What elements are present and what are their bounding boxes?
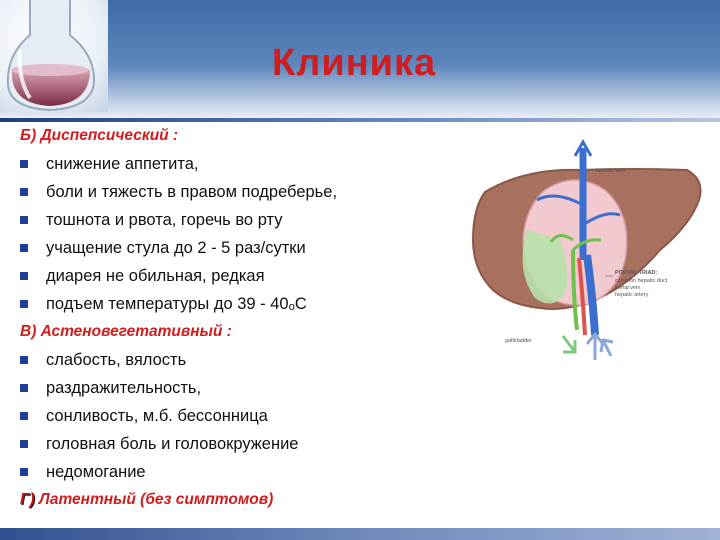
section-heading-latent: Г) Латентный (без симптомов)	[20, 491, 274, 508]
liver-illustration	[455, 130, 710, 370]
list-item: диарея не обильная, редкая	[20, 262, 440, 290]
square-bullet-icon	[20, 160, 28, 168]
slide-title: Клиника	[272, 42, 437, 84]
square-bullet-icon	[20, 216, 28, 224]
list-item: снижение аппетита,	[20, 150, 440, 178]
square-bullet-icon	[20, 412, 28, 420]
label-hepatic-artery: hepatic artery	[615, 292, 649, 298]
section-heading-dyspeptic: Б) Диспепсический :	[20, 127, 179, 144]
label-portal-triad: PORTAL TRIAD:	[615, 270, 658, 276]
section-heading-astheno: В) Астеновегетативный :	[20, 323, 232, 340]
square-bullet-icon	[20, 384, 28, 392]
label-gallbladder: gallbladder	[505, 338, 532, 344]
label-common-hepatic-duct: common hepatic duct	[615, 278, 668, 284]
list-item: недомогание	[20, 458, 440, 486]
list-item: раздражительность,	[20, 374, 440, 402]
square-bullet-icon	[20, 468, 28, 476]
list-item: подъем температуры до 39 - 40ₒС	[20, 290, 440, 318]
list-item: сонливость, м.б. бессонница	[20, 402, 440, 430]
square-bullet-icon	[20, 440, 28, 448]
list-item: головная боль и головокружение	[20, 430, 440, 458]
label-hepatic-vein: hepatic vein	[596, 168, 626, 174]
square-bullet-icon	[20, 272, 28, 280]
content-body	[20, 122, 440, 514]
square-bullet-icon	[20, 188, 28, 196]
list-item: учащение стула до 2 - 5 раз/сутки	[20, 234, 440, 262]
square-bullet-icon	[20, 356, 28, 364]
list-item: тошнота и рвота, горечь во рту	[20, 206, 440, 234]
flask-photo	[0, 0, 108, 112]
list-item: боли и тяжесть в правом подреберье,	[20, 178, 440, 206]
list-item: слабость, вялость	[20, 346, 440, 374]
square-bullet-icon	[20, 300, 28, 308]
square-bullet-icon	[20, 244, 28, 252]
footer-bar	[0, 528, 720, 540]
label-portal-vein: portal vein	[615, 285, 641, 291]
